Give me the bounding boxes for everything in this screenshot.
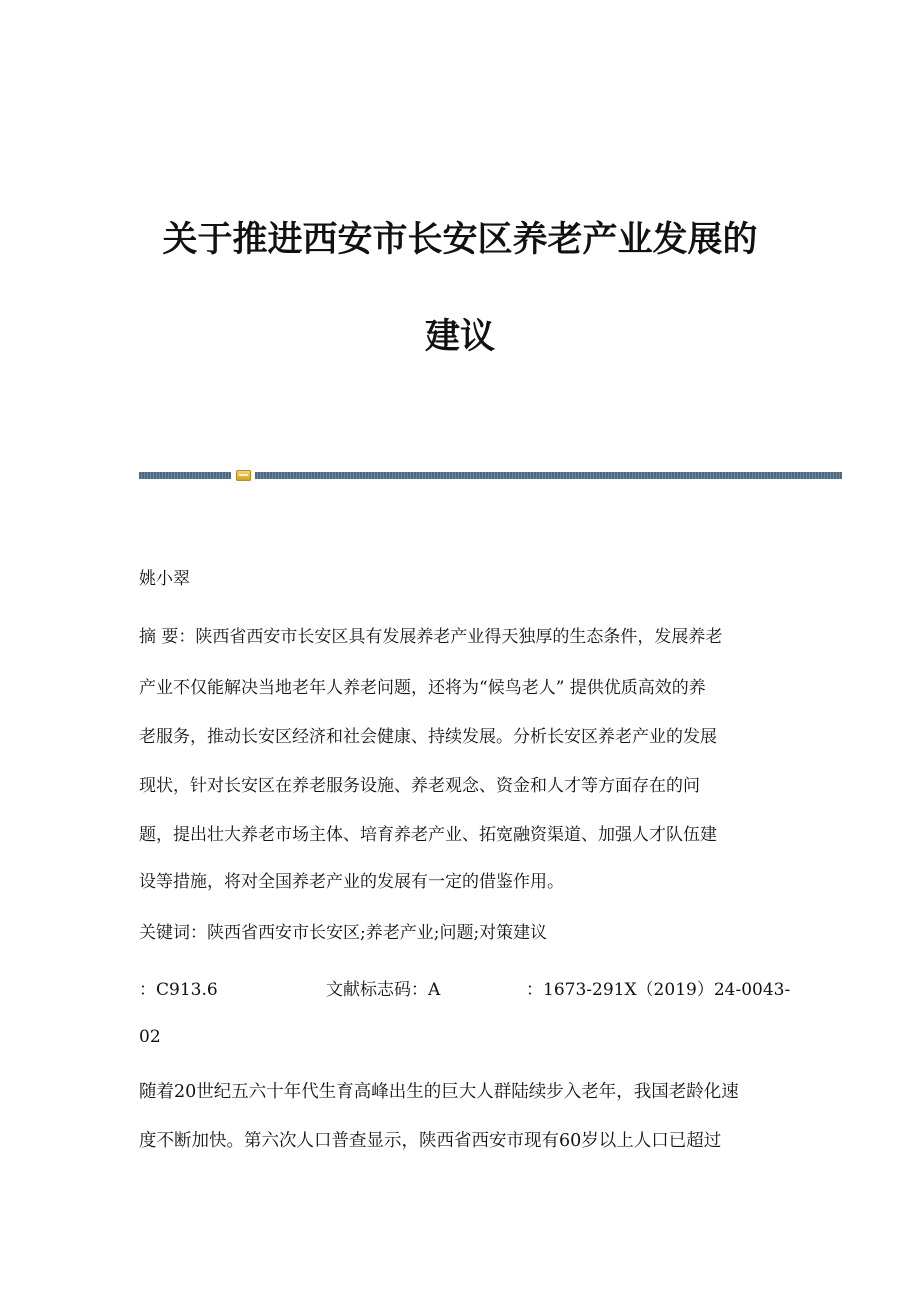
- author-name: 姚小翠: [139, 569, 190, 589]
- abstract-line: 产业不仅能解决当地老年人养老问题，还将为“候鸟老人” 提供优质高效的养: [139, 678, 706, 698]
- title-line-1: 关于推进西安市长安区养老产业发展的: [162, 220, 758, 260]
- decorative-divider: [139, 470, 842, 480]
- abstract-line: 摘 要：陕西省西安市长安区具有发展养老产业得天独厚的生态条件，发展养老: [139, 627, 723, 647]
- divider-bar-right: [255, 472, 842, 479]
- clc-number: ：C913.6: [139, 980, 218, 1000]
- divider-bar-left: [139, 472, 231, 479]
- divider-ornament-icon: [236, 470, 251, 481]
- abstract-line: 题，提出壮大养老市场主体、培育养老产业、拓宽融资渠道、加强人才队伍建: [139, 825, 717, 845]
- keywords: 关键词：陕西省西安市长安区;养老产业;问题;对策建议: [139, 923, 548, 943]
- article-id: ：1673-291X（2019）24-0043-: [526, 980, 791, 1000]
- document-code: 文献标志码：A: [326, 980, 441, 1000]
- title-line-2: 建议: [424, 317, 495, 357]
- article-id-continued: 02: [139, 1027, 161, 1047]
- abstract-line: 现状，针对长安区在养老服务设施、养老观念、资金和人才等方面存在的问: [139, 776, 700, 796]
- abstract-line: 老服务，推动长安区经济和社会健康、持续发展。分析长安区养老产业的发展: [139, 727, 717, 747]
- abstract-line: 设等措施，将对全国养老产业的发展有一定的借鉴作用。: [139, 872, 564, 892]
- body-paragraph-line: 随着20世纪五六十年代生育高峰出生的巨大人群陆续步入老年，我国老龄化速: [139, 1082, 739, 1102]
- body-paragraph-line: 度不断加快。第六次人口普查显示，陕西省西安市现有60岁以上人口已超过: [139, 1131, 722, 1151]
